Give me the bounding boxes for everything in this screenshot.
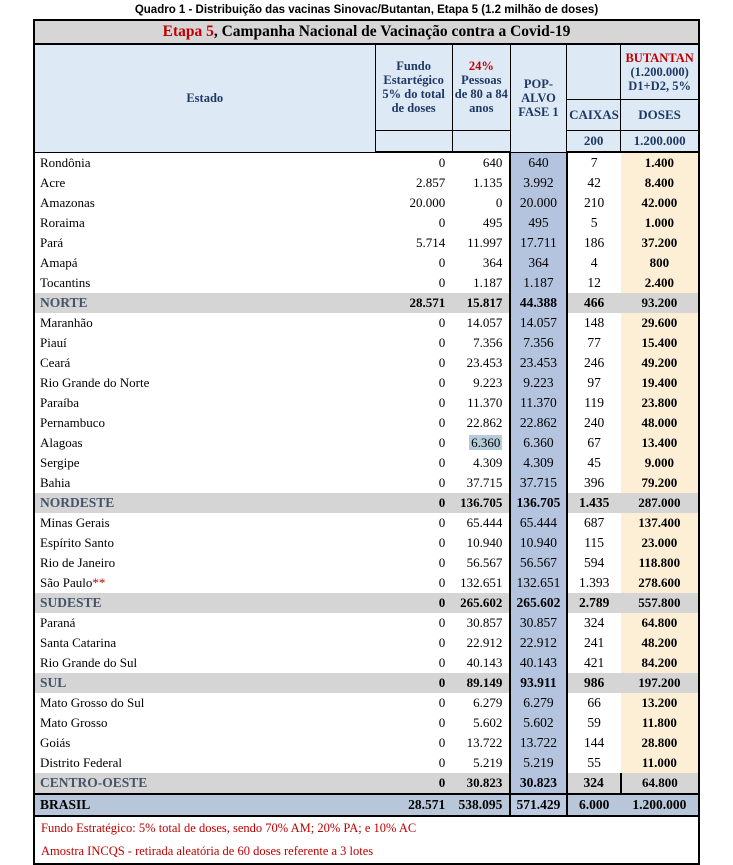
popalvo-value: 5.602 [510, 713, 566, 733]
table-body [34, 152, 699, 816]
caixas-header-spacer [567, 44, 621, 99]
fundo-value: 0 [438, 375, 446, 390]
col-header-pop-alvo [510, 44, 566, 152]
popalvo-value: 265.602 [510, 593, 566, 613]
state-name: Piauí [40, 335, 67, 350]
state-row [34, 713, 699, 733]
doses-value: 48.000 [621, 413, 699, 433]
caixas-value: 246 [584, 355, 605, 370]
highlighted-value: 6.360 [471, 435, 501, 450]
col-header-caixas: CAIXAS [567, 99, 621, 130]
state-row [34, 733, 699, 753]
header-row-top [34, 44, 699, 99]
doses-value: 2.400 [621, 273, 699, 293]
popalvo-value: 23.453 [510, 353, 566, 373]
caixas-value: 66 [587, 695, 601, 710]
state-name: Tocantins [40, 275, 91, 290]
state-name: Rio de Janeiro [40, 555, 116, 570]
fundo-value: 0 [438, 275, 446, 290]
popalvo-value: 136.705 [510, 493, 566, 513]
caixas-value: 144 [584, 735, 605, 750]
doses-value: 11.000 [621, 753, 699, 773]
popalvo-value: 4.309 [510, 453, 566, 473]
caixas-value: 324 [567, 773, 621, 794]
region-total-row [34, 293, 699, 313]
popalvo-value: 10.940 [510, 533, 566, 553]
doses-value: 15.400 [621, 333, 699, 353]
fundo-value: 0 [438, 335, 446, 350]
caixas-value: 7 [590, 155, 598, 170]
state-row [34, 573, 699, 593]
caixas-value: 67 [587, 435, 601, 450]
pessoas-value: 4.309 [473, 455, 503, 470]
state-name: BRASIL [34, 794, 375, 816]
pessoas-value: 495 [482, 215, 503, 230]
fundo-value: 0 [438, 475, 446, 490]
fundo-value: 0 [438, 315, 446, 330]
state-row [34, 193, 699, 213]
footnote-row [34, 816, 699, 840]
popalvo-line1: POP- [523, 77, 554, 92]
pessoas-value: 132.651 [460, 575, 503, 590]
fundo-value: 0 [438, 575, 446, 590]
pessoas-value: 14.057 [466, 315, 503, 330]
caixas-value: 986 [567, 673, 621, 693]
pessoas-value: 7.356 [473, 335, 503, 350]
footnote-amostra-incqs: Amostra INCQS - retirada aleatória de 60 doses referente a 3 lotes [34, 840, 699, 864]
state-name: Espírito Santo [40, 535, 115, 550]
caixas-value: 687 [584, 515, 605, 530]
fundo-header-spacer [375, 130, 452, 152]
state-row [34, 213, 699, 233]
pessoas-value: 13.722 [466, 735, 503, 750]
popalvo-value: 37.715 [510, 473, 566, 493]
fundo-value: 0 [438, 435, 446, 450]
state-row [34, 433, 699, 453]
caixas-value: 4 [590, 255, 598, 270]
caixas-value: 396 [584, 475, 605, 490]
doses-value: 1.200.000 [621, 794, 699, 816]
pessoas-value: 5.219 [473, 755, 503, 770]
caixas-value: 45 [587, 455, 601, 470]
state-row [34, 233, 699, 253]
state-row [34, 373, 699, 393]
caixas-value: 97 [587, 375, 601, 390]
popalvo-value: 5.219 [510, 753, 566, 773]
pessoas-value: 11.370 [467, 395, 503, 410]
state-name: Roraima [40, 215, 85, 230]
popalvo-value: 44.388 [510, 293, 566, 313]
state-name: Rio Grande do Norte [40, 375, 150, 390]
doses-value: 8.400 [621, 173, 699, 193]
state-name: Sergipe [40, 455, 80, 470]
pessoas-value: 10.940 [466, 535, 503, 550]
state-row [34, 633, 699, 653]
pessoas-value: 265.602 [452, 593, 510, 613]
table-banner [34, 20, 699, 44]
col-header-butantan [621, 44, 699, 99]
state-name: Acre [40, 175, 66, 190]
brasil-total-row [34, 794, 699, 816]
region-total-row [34, 673, 699, 693]
doses-value: 557.800 [621, 593, 699, 613]
state-name: Maranhão [40, 315, 93, 330]
fundo-value: 0 [375, 493, 452, 513]
state-name: Paraná [40, 615, 76, 630]
state-row [34, 333, 699, 353]
fundo-value: 0 [438, 515, 446, 530]
doses-value: 137.400 [621, 513, 699, 533]
region-total-row [34, 493, 699, 513]
table-footnotes [34, 816, 699, 864]
popalvo-value: 20.000 [510, 193, 566, 213]
fundo-value: 20.000 [409, 195, 446, 210]
fundo-value: 0 [438, 355, 446, 370]
doses-value: 93.200 [621, 293, 699, 313]
col-header-estado: Estado [34, 44, 375, 152]
popalvo-value: 6.360 [510, 433, 566, 453]
pessoas-value: 0 [495, 195, 503, 210]
state-row [34, 513, 699, 533]
state-row [34, 273, 699, 293]
caixas-value: 148 [584, 315, 605, 330]
caixas-value: 6.000 [567, 794, 621, 816]
caixas-value: 324 [584, 615, 605, 630]
state-row [34, 613, 699, 633]
footnote-row [34, 840, 699, 864]
doses-value: 64.800 [621, 613, 699, 633]
pessoas-value: 1.187 [473, 275, 503, 290]
fundo-value: 0 [438, 395, 446, 410]
caixas-value: 115 [584, 535, 605, 550]
fundo-value: 0 [438, 735, 446, 750]
fundo-value: 28.571 [375, 293, 452, 313]
caixas-value: 12 [587, 275, 601, 290]
butantan-line3: D1+D2, 5% [628, 78, 691, 93]
fundo-value: 5.714 [415, 235, 446, 250]
state-name: CENTRO-OESTE [34, 773, 375, 794]
fundo-value: 28.571 [375, 794, 452, 816]
caixas-total-value: 200 [567, 130, 621, 152]
caixas-value: 1.435 [567, 493, 621, 513]
state-name: Pará [40, 235, 64, 250]
caixas-value: 2.789 [567, 593, 621, 613]
popalvo-value: 22.862 [510, 413, 566, 433]
state-name: Santa Catarina [40, 635, 117, 650]
doses-value: 79.200 [621, 473, 699, 493]
state-name-asterisks: ** [92, 575, 106, 590]
doses-value: 13.200 [621, 693, 699, 713]
state-row [34, 152, 699, 173]
fundo-value: 0 [438, 255, 446, 270]
state-row [34, 173, 699, 193]
state-name: São Paulo** [40, 575, 106, 590]
state-row [34, 653, 699, 673]
pessoas-value: 15.817 [452, 293, 510, 313]
doses-value: 800 [621, 253, 699, 273]
state-name: Pernambuco [40, 415, 105, 430]
state-row [34, 693, 699, 713]
fundo-value: 0 [438, 455, 446, 470]
doses-value: 64.800 [621, 773, 699, 794]
caixas-value: 5 [590, 215, 598, 230]
pessoas-value: 40.143 [466, 655, 503, 670]
doses-value: 118.800 [621, 553, 699, 573]
popalvo-value: 640 [510, 152, 566, 173]
popalvo-value: 6.279 [510, 693, 566, 713]
fundo-value: 0 [375, 773, 452, 794]
state-name: Mato Grosso do Sul [40, 695, 145, 710]
doses-value: 19.400 [621, 373, 699, 393]
fundo-value: 0 [438, 715, 446, 730]
col-header-pessoas-80-84 [452, 44, 510, 130]
fundo-value: 0 [375, 673, 452, 693]
state-name: Rio Grande do Sul [40, 655, 138, 670]
state-name: Goiás [40, 735, 71, 750]
pessoas-value: 56.567 [466, 555, 503, 570]
popalvo-value: 495 [510, 213, 566, 233]
distribution-table [33, 19, 700, 865]
doses-value: 9.000 [621, 453, 699, 473]
caixas-value: 59 [587, 715, 601, 730]
doses-value: 1.000 [621, 213, 699, 233]
butantan-line2: (1.200.000) [630, 64, 689, 79]
state-name: NORTE [34, 293, 375, 313]
state-name: Ceará [40, 355, 71, 370]
pessoas-value: 37.715 [466, 475, 503, 490]
caixas-value: 42 [587, 175, 601, 190]
state-name: SUL [34, 673, 375, 693]
popalvo-line3: FASE 1 [518, 105, 559, 120]
popalvo-value: 11.370 [510, 393, 566, 413]
banner-etapa-label: Etapa 5 [162, 23, 214, 40]
doses-value: 37.200 [621, 233, 699, 253]
popalvo-value: 7.356 [510, 333, 566, 353]
popalvo-value: 14.057 [510, 313, 566, 333]
butantan-line1: BUTANTAN [625, 50, 694, 65]
doses-value: 23.000 [621, 533, 699, 553]
caixas-value: 240 [584, 415, 605, 430]
document-title: Quadro 1 - Distribuição das vacinas Sinovac/Butantan, Etapa 5 (1.2 milhão de doses) [134, 4, 599, 16]
pessoas-value: 9.223 [473, 375, 503, 390]
doses-value: 197.200 [621, 673, 699, 693]
caixas-value: 1.393 [578, 575, 610, 590]
pessoas-value: 136.705 [452, 493, 510, 513]
pessoas-value: 640 [482, 155, 503, 170]
popalvo-value: 40.143 [510, 653, 566, 673]
state-row [34, 393, 699, 413]
doses-value: 13.400 [621, 433, 699, 453]
pessoas-value: 11.997 [467, 235, 503, 250]
doses-value: 28.800 [621, 733, 699, 753]
state-name: NORDESTE [34, 493, 375, 513]
popalvo-value: 56.567 [510, 553, 566, 573]
footnote-fundo-estrategico: Fundo Estratégico: 5% total de doses, sendo 70% AM; 20% PA; e 10% AC [34, 816, 699, 840]
state-row [34, 453, 699, 473]
caixas-value: 594 [584, 555, 605, 570]
pessoas-header-spacer [452, 130, 510, 152]
popalvo-value: 1.187 [510, 273, 566, 293]
banner-campaign-label: , Campanha Nacional de Vacinação contra a Covid-19 [213, 23, 571, 40]
doses-value: 29.600 [621, 313, 699, 333]
pessoas-percent-label: 24% [468, 59, 494, 74]
doses-value: 11.800 [621, 713, 699, 733]
caixas-value: 119 [584, 395, 605, 410]
caixas-value: 241 [584, 635, 605, 650]
pessoas-value: 364 [482, 255, 503, 270]
region-total-row [34, 593, 699, 613]
state-name: Distrito Federal [40, 755, 122, 770]
fundo-value: 0 [438, 755, 446, 770]
state-row [34, 553, 699, 573]
pessoas-label: Pessoas de 80 a 84 anos [454, 73, 508, 116]
fundo-value: 0 [438, 415, 446, 430]
fundo-value: 0 [438, 555, 446, 570]
popalvo-value: 65.444 [510, 513, 566, 533]
pessoas-value: 22.912 [466, 635, 503, 650]
fundo-value: 0 [438, 215, 446, 230]
fundo-value: 0 [438, 615, 446, 630]
fundo-value: 0 [438, 535, 446, 550]
popalvo-value: 13.722 [510, 733, 566, 753]
popalvo-value: 571.429 [510, 794, 566, 816]
popalvo-value: 30.823 [510, 773, 566, 794]
pessoas-value: 1.135 [473, 175, 503, 190]
state-name: Paraíba [40, 395, 79, 410]
pessoas-value: 89.149 [452, 673, 510, 693]
fundo-value: 2.857 [415, 175, 446, 190]
fundo-value: 0 [375, 593, 452, 613]
fundo-value: 0 [438, 655, 446, 670]
doses-value: 48.200 [621, 633, 699, 653]
doses-value: 49.200 [621, 353, 699, 373]
doses-total-value: 1.200.000 [621, 130, 699, 152]
state-name: Minas Gerais [40, 515, 110, 530]
pessoas-value: 538.095 [452, 794, 510, 816]
popalvo-value: 17.711 [510, 233, 566, 253]
popalvo-value: 3.992 [510, 173, 566, 193]
fundo-value: 0 [438, 635, 446, 650]
popalvo-line2: ALVO [521, 91, 556, 106]
state-name: Amapá [40, 255, 78, 270]
popalvo-value: 30.857 [510, 613, 566, 633]
state-row [34, 313, 699, 333]
banner-row [34, 20, 699, 44]
state-name: Rondônia [40, 154, 91, 170]
doses-value: 278.600 [621, 573, 699, 593]
doses-value: 1.400 [621, 152, 699, 173]
state-name: Mato Grosso [40, 715, 108, 730]
state-name: SUDESTE [34, 593, 375, 613]
state-row [34, 533, 699, 553]
state-name: Amazonas [40, 195, 95, 210]
pessoas-value: 5.602 [473, 715, 503, 730]
caixas-value: 77 [587, 335, 601, 350]
caixas-value: 55 [587, 755, 601, 770]
pessoas-value [452, 433, 510, 453]
pessoas-value: 22.862 [466, 415, 503, 430]
pessoas-value: 6.279 [473, 695, 503, 710]
doses-value: 287.000 [621, 493, 699, 513]
popalvo-value: 132.651 [510, 573, 566, 593]
state-row [34, 473, 699, 493]
doses-value: 42.000 [621, 193, 699, 213]
col-header-fundo-estrategico: Fundo Estartégico 5% do total de doses [375, 44, 452, 130]
doses-value: 23.800 [621, 393, 699, 413]
state-row [34, 253, 699, 273]
pessoas-value: 30.823 [452, 773, 510, 794]
fundo-value: 0 [438, 155, 446, 170]
caixas-value: 186 [584, 235, 605, 250]
state-name: Alagoas [40, 435, 83, 450]
caixas-value: 210 [584, 195, 605, 210]
popalvo-value: 364 [510, 253, 566, 273]
col-header-doses: DOSES [621, 99, 699, 130]
popalvo-value: 22.912 [510, 633, 566, 653]
pessoas-value: 30.857 [466, 615, 503, 630]
caixas-value: 421 [584, 655, 605, 670]
caixas-value: 466 [567, 293, 621, 313]
pessoas-value: 65.444 [466, 515, 503, 530]
state-row [34, 413, 699, 433]
popalvo-value: 9.223 [510, 373, 566, 393]
state-row [34, 353, 699, 373]
fundo-value: 0 [438, 695, 446, 710]
state-row [34, 753, 699, 773]
pessoas-value: 23.453 [466, 355, 503, 370]
doses-value: 84.200 [621, 653, 699, 673]
state-name: Bahia [40, 475, 71, 490]
popalvo-value: 93.911 [510, 673, 566, 693]
region-total-row [34, 773, 699, 794]
